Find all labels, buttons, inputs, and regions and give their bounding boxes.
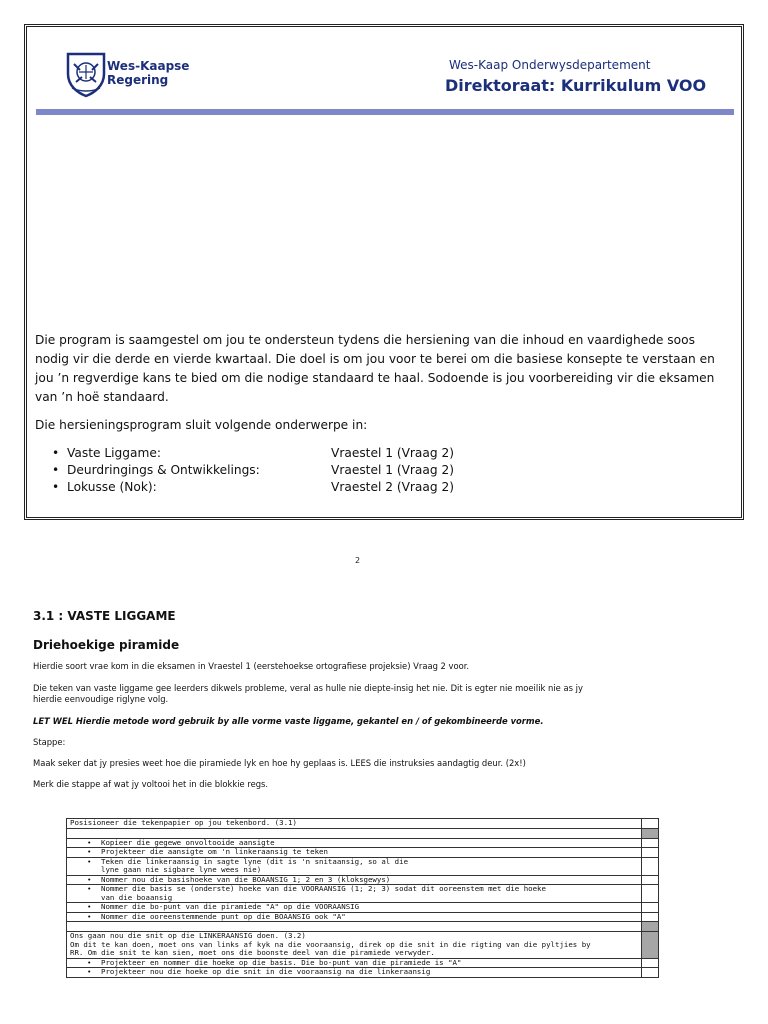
step-text: • Projekteer nou die hoeke op die snit in die vooraansig na die linkeraansig	[101, 967, 431, 976]
paragraph-5: Maak seker dat jy presies weet hoe die piramiede lyk en hoe hy geplaas is. LEES die instruksies aandagtig deur. (2x!)	[33, 758, 526, 768]
step-text: • Nommer die ooreenstemmende punt op die BOAANSIG ook "A"	[101, 911, 346, 921]
checkbox-cell-shaded	[642, 922, 659, 932]
paragraph-6: Merk die stappe af wat jy voltooi het in die blokkie regs.	[33, 779, 269, 789]
row-text-line-2: Om dit te kan doen, moet ons van links af kyk na die vooraansig, direk op die snit in die rigting van die pyltjies by	[70, 939, 591, 949]
logo-line-2: Regering	[107, 73, 169, 87]
paragraph-2-line-2: hierdie eenvoudige riglyne volg.	[33, 694, 169, 704]
step-text: • Nommer die basis se (onderste) hoeke van die VOORAANSIG (1; 2; 3) sodat dit ooreenstem met die hoeke	[101, 884, 546, 893]
table-row	[67, 828, 659, 838]
checkbox-cell[interactable]	[642, 912, 659, 922]
header-divider	[36, 109, 734, 115]
table-row	[67, 848, 659, 858]
section-subtitle: Driehoekige piramide	[33, 638, 180, 652]
cover-frame	[24, 24, 744, 520]
row-text-line-1: Ons gaan nou die snit op die LINKERAANSIG doen. (3.2)	[70, 931, 306, 940]
intro-paragraph: Die program is saamgestel om jou te ondersteun tydens die hersiening van die inhoud en vaardighede soos nodig vir die derde en vierde kwartaal. Die doel is om jou voor te berei om die basiese konsepte te verstaan en jou ’n regverdige kans te bied om die nodige standaard te haal. Sodoende is jou voorbereiding vir die eksamen van ’n hoë standaard.	[35, 333, 715, 404]
step-text: • Projekteer en nommer die hoeke op die basis. Die bo-punt van die piramiede is "A"	[101, 957, 462, 967]
bullet-icon: •	[52, 463, 60, 477]
section-title: 3.1 : VASTE LIGGAME	[33, 609, 176, 623]
checkbox-cell-shaded	[642, 828, 659, 838]
table-row	[67, 922, 659, 932]
checkbox-cell[interactable]	[642, 819, 659, 829]
table-row	[67, 819, 659, 829]
topic-paper: Vraestel 1 (Vraag 2)	[331, 463, 454, 477]
checkbox-cell[interactable]	[642, 857, 659, 875]
checkbox-cell[interactable]	[642, 885, 659, 903]
table-row	[67, 912, 659, 922]
checkbox-cell[interactable]	[642, 875, 659, 885]
department-name: Wes-Kaap Onderwysdepartement	[449, 58, 651, 72]
table-row	[67, 903, 659, 913]
logo-line-1: Wes-Kaapse	[107, 59, 190, 73]
topic-paper: Vraestel 2 (Vraag 2)	[331, 480, 454, 494]
coat-of-arms-logo	[62, 50, 110, 98]
table-row	[67, 885, 659, 903]
checkbox-cell[interactable]	[642, 903, 659, 913]
step-text: • Nommer die bo-punt van die piramiede "A" op die VOORAANSIG	[101, 902, 360, 911]
checkbox-cell[interactable]	[642, 838, 659, 848]
directorate-title: Direktoraat: Kurrikulum VOO	[445, 76, 707, 95]
topic-paper: Vraestel 1 (Vraag 2)	[331, 446, 454, 460]
checkbox-cell[interactable]	[642, 848, 659, 858]
table-row	[67, 857, 659, 875]
table-cell: Posisioneer die tekenpapier op jou tekenbord. (3.1)	[67, 819, 642, 829]
page-number: 2	[355, 556, 361, 565]
topic-name: Deurdringings & Ontwikkelings:	[67, 463, 260, 477]
checkbox-cell[interactable]	[642, 958, 659, 968]
logo-wordmark	[107, 59, 189, 87]
step-text: • Projekteer die aansigte om 'n linkeraansig te teken	[101, 847, 328, 856]
topic-name: Vaste Liggame:	[67, 446, 161, 460]
topics-intro: Die hersieningsprogram sluit volgende onderwerpe in:	[35, 418, 368, 432]
table-row	[67, 932, 659, 959]
step-text: • Nommer nou die basishoeke van die BOAANSIG 1; 2 en 3 (kloksgewys)	[101, 874, 391, 884]
paragraph-1: Hierdie soort vrae kom in die eksamen in Vraestel 1 (eerstehoekse ortografiese projeksie) Vraag 2 voor.	[33, 661, 470, 671]
step-text: • Teken die linkeraansig in sagte lyne (dit is 'n snitaansig, so al die	[101, 856, 409, 866]
paragraph-2-line-1: Die teken van vaste liggame gee leerders dikwels probleme, veral as hulle nie diepte-insig het nie. Dit is egter nie moeilik nie as jy	[33, 683, 583, 693]
step-text-cont: lyne gaan nie sigbare lyne wees nie)	[101, 865, 262, 874]
row-text-line-3: RR. Om die snit te kan sien, moet ons die boonste deel van die piramiede verwyder.	[70, 948, 435, 957]
topic-name: Lokusse (Nok):	[67, 480, 157, 494]
step-text: • Kopieer die gegewe onvoltooide aansigte	[101, 837, 275, 847]
checkbox-cell-shaded	[642, 932, 659, 959]
step-text-cont: van die boaansig	[101, 892, 173, 902]
bullet-icon: •	[52, 480, 60, 494]
steps-checklist-table	[66, 818, 659, 978]
checkbox-cell[interactable]	[642, 968, 659, 978]
bullet-icon: •	[52, 446, 60, 460]
note-paragraph: LET WEL Hierdie metode word gebruik by alle vorme vaste liggame, gekantel en / of gekombineerde vorme.	[33, 716, 544, 726]
steps-heading: Stappe:	[33, 737, 66, 747]
table-row	[67, 968, 659, 978]
